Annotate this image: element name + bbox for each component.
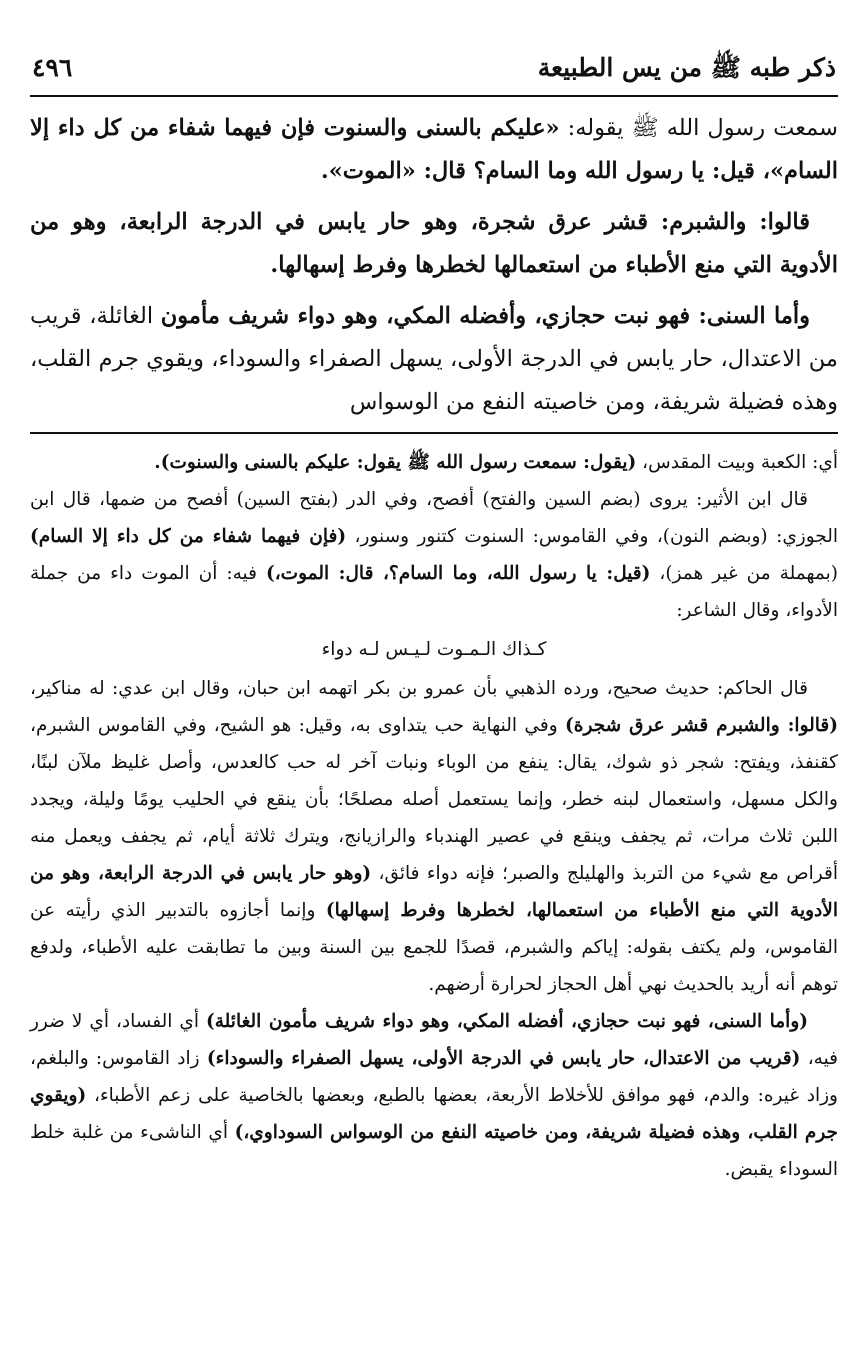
note-3-bold-b: (قالوا: والشبرم قشر عرق شجرة) — [565, 715, 838, 736]
note-1-plain: أي: الكعبة وبيت المقدس، — [636, 452, 838, 473]
note-3-plain-a: قال الحاكم: حديث صحيح، ورده الذهبي بأن عمرو بن بكر اتهمه ابن حبان، وقال ابن عدي: له مناكير، — [30, 678, 808, 699]
note-4-plain-d: زاد القاموس: والبلغم، وزاد غيره: والدم، فهو موافق للأخلاط الأربعة، بعضها بالطبع، وبعضها بالخاصية على زعم الأطباء، — [30, 1048, 838, 1106]
note-2-plain-a: قال ابن الأثير: يروى (بضم السين والفتح) أفصح، وفي الدر (بفتح السين) أفصح من ضمها، قال ابن الجوزي: (وبضم النون)، وفي القاموس: السنوت كتنور وسنور، — [30, 489, 839, 547]
note-paragraph-2 — [30, 481, 838, 629]
note-4-bold-c: (قريب من الاعتدال، حار يابس في الدرجة الأولى، يسهل الصفراء والسوداء) — [206, 1048, 801, 1069]
note-2-bold-b: (فإن فيهما شفاء من كل داء إلا السام) — [30, 526, 347, 547]
note-4-plain-f: أي الناشىء من غلبة خلط السوداء يقبض. — [30, 1122, 838, 1180]
commentary — [30, 444, 838, 1188]
note-paragraph-4 — [30, 1003, 838, 1188]
note-paragraph-3 — [30, 670, 838, 1003]
main-paragraph-2 — [30, 201, 838, 287]
main-p1-bold: «عليكم بالسنى والسنوت فإن فيهما شفاء من كل داء إلا السام»، قيل: يا رسول الله وما السام؟ قال: «الموت». — [30, 115, 838, 184]
running-title: ذكر طبه ﷺ من يس الطبيعة — [537, 53, 836, 82]
note-1-bold: (يقول: سمعت رسول الله ﷺ يقول: عليكم بالسنى والسنوت). — [154, 452, 637, 473]
note-2-plain-c: (بمهملة من غير همز)، — [650, 563, 838, 584]
note-3-plain-e: وإنما أجازوه بالتدبير الذي رأيته عن القاموس، ولم يكتف بقوله: إياكم والشبرم، قصدًا للجمع بين السنة وبين ما تطابقت عليه الأطباء، ولدفع توهم أنه أريد بالحديث نهي أهل الحجاز لحرارة أرضهم. — [30, 900, 838, 995]
note-4-bold-a: (وأما السنى، فهو نبت حجازي، أفضله المكي، وهو دواء شريف مأمون الغائلة) — [206, 1011, 809, 1032]
note-4-plain-b: أي الفساد، أي لا ضرر فيه، — [30, 1011, 839, 1069]
note-2-bold-d: (قيل: يا رسول الله، وما السام؟، قال: الموت،) — [265, 563, 651, 584]
main-p2-bold: قالوا: والشبرم: قشر عرق شجرة، وهو حار يابس في الدرجة الرابعة، وهو من الأدوية التي منع الأطباء من استعمالها لخطرها وفرط إسهالها. — [30, 209, 838, 278]
note-3-bold-d: (وهو حار يابس في الدرجة الرابعة، وهو من الأدوية التي منع الأطباء من استعمالها، لخطرها وفرط إسهالها) — [30, 863, 838, 921]
footnote-separator — [30, 432, 838, 434]
note-4-bold-e: (ويقوي جرم القلب، وهذه فضيلة شريفة، ومن خاصيته النفع من الوسواس السوداوي،) — [30, 1085, 838, 1143]
page-number: ٤٩٦ — [32, 53, 73, 82]
running-header — [30, 52, 838, 97]
main-paragraph-3 — [30, 295, 838, 424]
note-2-plain-e: فيه: أن الموت داء من جملة الأدواء، وقال الشاعر: — [30, 563, 838, 621]
poem-line: كـذاك الـمـوت لـيـس لـه دواء — [321, 639, 547, 660]
main-paragraph-1 — [30, 107, 838, 193]
note-3-plain-c: وفي النهاية حب يتداوى به، وقيل: هو الشيح، وفي القاموس الشبرم، كقنفذ، ويفتح: شجر ذو شوك، يقال: ينفع من الوباء ونبات آخر له حب كالعدس، وأصل غليظ ملآن لبنًا، والكل مسهل، واستعمال لبنه خطر، وإنما يستعمل أصله مصلحًا؛ بأن ينقع في الحليب يومًا وليلة، ويجدد اللبن ثلاث مرات، ثم يجفف وينقع في عصير الهندباء والرازيانج، ويترك ثلاثة أيام، ثم يجفف ويعمل منه أقراص مع شيء من التربذ والهليلج والصبر؛ فإنه دواء فائق، — [30, 715, 838, 884]
main-text — [30, 107, 838, 424]
note-paragraph-1 — [30, 444, 838, 481]
main-p3-plain: الغائلة، قريب من الاعتدال، حار يابس في الدرجة الأولى، يسهل الصفراء والسوداء، ويقوي جرم القلب، وهذه فضيلة شريفة، ومن خاصيته النفع من الوسواس — [30, 303, 838, 415]
main-p1-plain: سمعت رسول الله ﷺ يقوله: — [559, 115, 838, 141]
main-p3-bold: وأما السنى: فهو نبت حجازي، وأفضله المكي، وهو دواء شريف مأمون — [160, 303, 810, 329]
